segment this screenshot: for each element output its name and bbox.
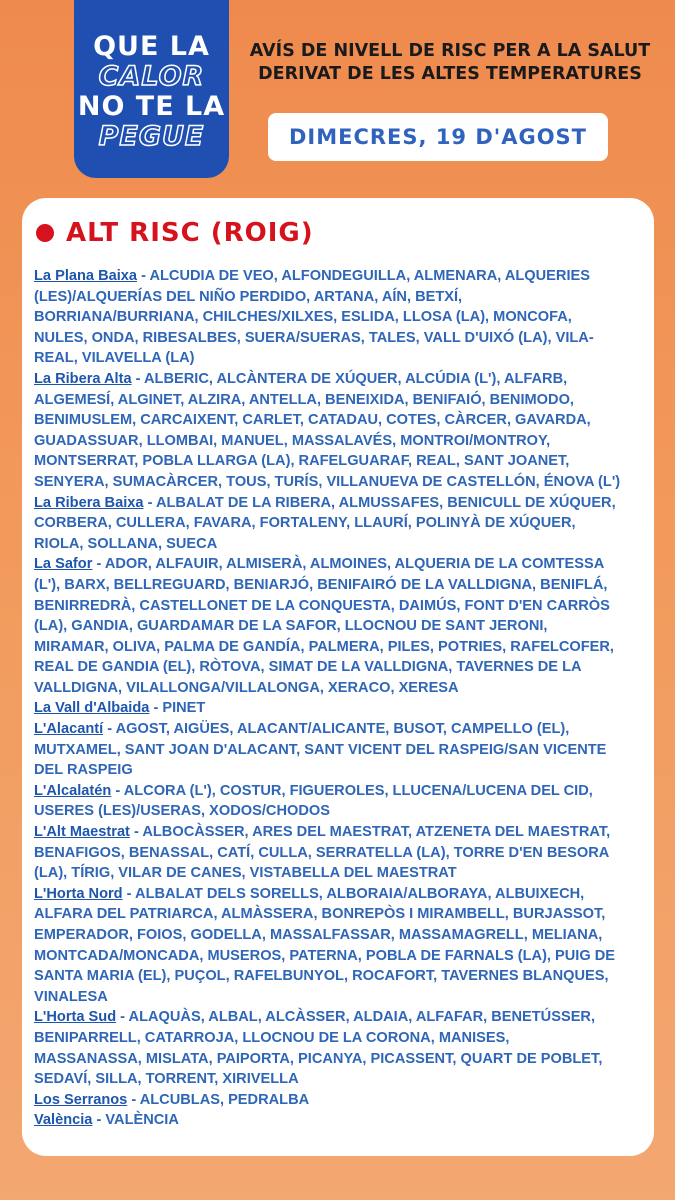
list-item bbox=[34, 822, 642, 884]
list-item bbox=[34, 698, 642, 719]
list-item bbox=[34, 493, 642, 555]
list-item bbox=[34, 884, 642, 1008]
date-badge bbox=[268, 113, 608, 161]
list-item bbox=[34, 719, 642, 781]
region-link[interactable]: La Ribera Alta bbox=[34, 370, 132, 387]
town-list: - ALBERIC, ALCÀNTERA DE XÚQUER, ALCÚDIA (L'), ALFARB, ALGEMESÍ, ALGINET, ALZIRA, ANTELLA, BENEIXIDA, BENIFAIÓ, BENIMODO, BENIMUSLEM, CARCAIXENT, CARLET, CATADAU, COTES, CÀRCER, GAVARDA, GUADASSUAR, LLOMBAI, MANUEL, MASSALAVÉS, MONTROI/MONTROY, MONTSERRAT, POBLA LLARGA (LA), RAFELGUARAF, REAL, SANT JOANET, SENYERA, SUMACÀRCER, TOUS, TURÍS, VILLANUEVA DE CASTELLÓN, ÉNOVA (L') bbox=[34, 370, 621, 490]
region-link[interactable]: L'Alcalatén bbox=[34, 782, 112, 799]
town-list: - AGOST, AIGÜES, ALACANT/ALICANTE, BUSOT, CAMPELLO (EL), MUTXAMEL, SANT JOAN D'ALACANT, SANT VICENT DEL RASPEIG/SAN VICENTE DEL RASPEIG bbox=[34, 721, 607, 779]
logo-line-2: CALOR bbox=[98, 61, 205, 92]
town-list: - VALÈNCIA bbox=[92, 1112, 179, 1129]
town-list: - PINET bbox=[149, 700, 206, 717]
town-list: - ALCUBLAS, PEDRALBA bbox=[127, 1091, 310, 1108]
campaign-logo bbox=[74, 0, 229, 178]
list-item bbox=[34, 1090, 642, 1111]
town-list: - ALBALAT DELS SORELLS, ALBORAIA/ALBORAYA, ALBUIXECH, ALFARA DEL PATRIARCA, ALMÀSSERA, BONREPÒS I MIRAMBELL, BURJASSOT, EMPERADOR, FOIOS, GODELLA, MASSALFASSAR, MASSAMAGRELL, MELIANA, MONTCADA/MONCADA, MUSEROS, PATERNA, POBLA DE FARNALS (LA), PUIG DE SANTA MARIA (EL), PUÇOL, RAFELBUNYOL, ROCAFORT, TAVERNES BLANQUES, VINALESA bbox=[34, 885, 616, 1005]
region-link[interactable]: València bbox=[34, 1112, 93, 1129]
logo-line-3: NO TE LA bbox=[77, 91, 226, 122]
list-item bbox=[34, 266, 642, 369]
list-item bbox=[34, 554, 642, 698]
town-list: - ALAQUÀS, ALBAL, ALCÀSSER, ALDAIA, ALFAFAR, BENETÚSSER, BENIPARRELL, CATARROJA, LLOCNOU DE LA CORONA, MANISES, MASSANASSA, MISLATA, PAIPORTA, PICANYA, PICASSENT, QUART DE POBLET, SEDAVÍ, SILLA, TORRENT, XIRIVELLA bbox=[34, 1009, 603, 1088]
town-list: - ALBALAT DE LA RIBERA, ALMUSSAFES, BENICULL DE XÚQUER, CORBERA, CULLERA, FAVARA, FORTALENY, LLAURÍ, POLINYÀ DE XÚQUER, RIOLA, SOLLANA, SUECA bbox=[34, 494, 616, 552]
town-list: - ALBOCÀSSER, ARES DEL MAESTRAT, ATZENETA DEL MAESTRAT, BENAFIGOS, BENASSAL, CATÍ, CULLA, SERRATELLA (LA), TORRE D'EN BESORA (LA), TÍRIG, VILAR DE CANES, VISTABELLA DEL MAESTRAT bbox=[34, 824, 611, 882]
list-item bbox=[34, 781, 642, 822]
red-dot-icon bbox=[36, 224, 54, 242]
region-link[interactable]: L'Alacantí bbox=[34, 721, 104, 738]
region-link[interactable]: La Plana Baixa bbox=[34, 268, 138, 284]
title-line-2: DERIVAT DE LES ALTES TEMPERATURES bbox=[258, 64, 642, 84]
risk-level-label: ALT RISC (ROIG) bbox=[66, 218, 314, 248]
region-link[interactable]: L'Horta Nord bbox=[34, 885, 123, 902]
logo-line-4: PEGUE bbox=[98, 121, 205, 152]
list-item bbox=[34, 369, 642, 493]
region-link[interactable]: La Vall d'Albaida bbox=[34, 700, 150, 717]
region-link[interactable]: L'Alt Maestrat bbox=[34, 824, 130, 841]
risk-level-header bbox=[36, 218, 642, 248]
region-link[interactable]: Los Serranos bbox=[34, 1091, 128, 1108]
page-title bbox=[240, 40, 660, 86]
region-list bbox=[34, 266, 642, 1131]
town-list: - ALCORA (L'), COSTUR, FIGUEROLES, LLUCENA/LUCENA DEL CID, USERES (LES)/USERAS, XODOS/CHODOS bbox=[34, 782, 593, 820]
title-line-1: AVÍS DE NIVELL DE RISC PER A LA SALUT bbox=[249, 41, 651, 61]
logo-line-1: QUE LA bbox=[93, 31, 210, 62]
list-item bbox=[34, 1007, 642, 1089]
risk-card bbox=[22, 198, 654, 1156]
date-text: DIMECRES, 19 D'AGOST bbox=[288, 125, 587, 149]
region-link[interactable]: L'Horta Sud bbox=[34, 1009, 117, 1026]
region-link[interactable]: La Ribera Baixa bbox=[34, 494, 144, 511]
region-link[interactable]: La Safor bbox=[34, 556, 93, 573]
town-list: - ADOR, ALFAUIR, ALMISERÀ, ALMOINES, ALQUERIA DE LA COMTESSA (L'), BARX, BELLREGUARD, BENIARJÓ, BENIFAIRÓ DE LA VALLDIGNA, BENIFLÁ, BENIRREDRÀ, CASTELLONET DE LA CONQUESTA, DAIMÚS, FONT D'EN CARRÒS (LA), GANDIA, GUARDAMAR DE LA SAFOR, LLOCNOU DE SANT JERONI, MIRAMAR, OLIVA, PALMA DE GANDÍA, PALMERA, PILES, POTRIES, RAFELCOFER, REAL DE GANDIA (EL), RÒTOVA, SIMAT DE LA VALLDIGNA, TAVERNES DE LA VALLDIGNA, VILALLONGA/VILLALONGA, XERACO, XERESA bbox=[34, 556, 614, 696]
list-item bbox=[34, 1110, 642, 1131]
town-list: - ALCUDIA DE VEO, ALFONDEGUILLA, ALMENARA, ALQUERIES (LES)/ALQUERÍAS DEL NIÑO PERDIDO, ARTANA, AÍN, BETXÍ, BORRIANA/BURRIANA, CHILCHES/XILXES, ESLIDA, LLOSA (LA), MONCOFA, NULES, ONDA, RIBESALBES, SUERA/SUERAS, TALES, VALL D'UIXÓ (LA), VILA- REAL, VILAVELLA (LA) bbox=[34, 268, 594, 367]
